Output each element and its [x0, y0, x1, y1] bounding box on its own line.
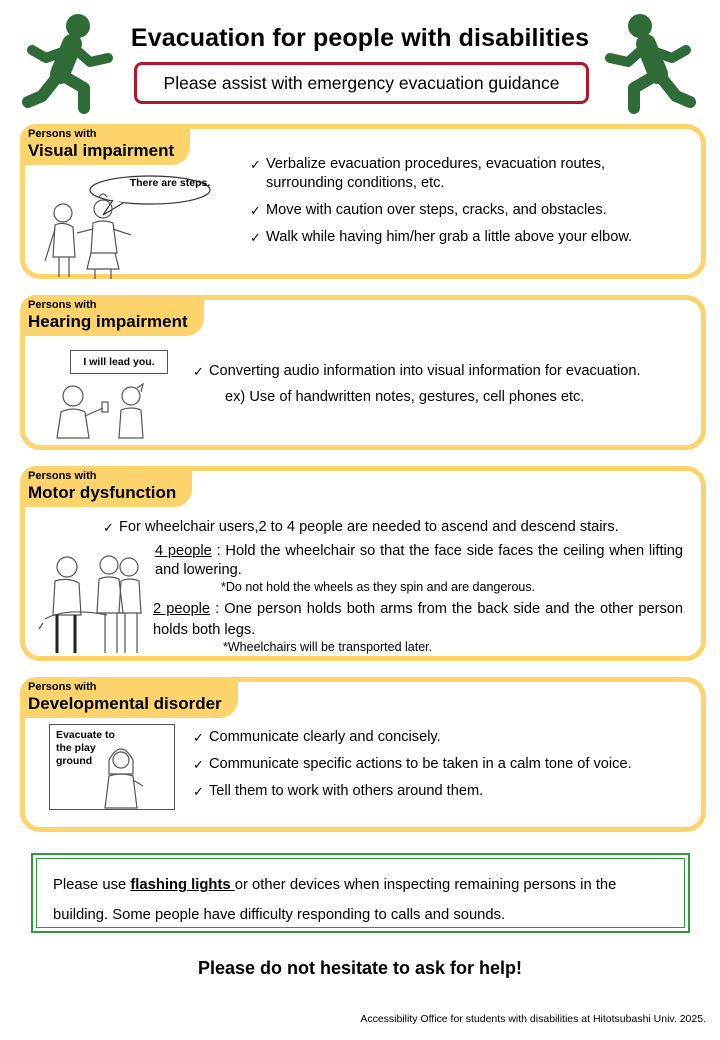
- sign-text: Evacuate to the play ground: [56, 729, 115, 767]
- four-people-instruction: [155, 542, 683, 580]
- hearing-guidance-list: [193, 362, 693, 389]
- section-heading: Visual impairment: [28, 141, 175, 160]
- wheelchair-lift-illustration: [37, 553, 152, 657]
- hearing-impairment-illustration: [47, 378, 177, 444]
- help-message: Please do not hesitate to ask for help!: [197, 958, 523, 978]
- list-item: ✓ Communicate clearly and concisely.: [193, 728, 693, 747]
- section-tag: [20, 124, 190, 165]
- notice-highlight: flashing lights: [130, 877, 235, 893]
- list-item: ✓ Walk while having him/her grab a little above your elbow.: [250, 228, 670, 247]
- list-item: ✓ Move with caution over steps, cracks, and obstacles.: [250, 201, 670, 220]
- section-heading: Hearing impairment: [28, 312, 188, 331]
- section-heading: Developmental disorder: [28, 694, 222, 713]
- inspection-notice: [31, 853, 690, 933]
- four-people-note: *Do not hold the wheels as they spin and are dangerous.: [221, 580, 536, 594]
- section-motor-dysfunction: [20, 466, 706, 661]
- list-item: ✓ Tell them to work with others around them.: [193, 782, 693, 801]
- section-heading: Motor dysfunction: [28, 483, 177, 502]
- section-tag: [20, 677, 238, 718]
- motor-guidance-list: [103, 518, 693, 545]
- section-tag-small: Persons with: [28, 681, 97, 693]
- developmental-guidance-list: [193, 728, 693, 809]
- section-tag: [20, 295, 204, 336]
- list-item: ✓ Communicate specific actions to be taken in a calm tone of voice.: [193, 755, 693, 774]
- section-tag-small: Persons with: [28, 128, 97, 140]
- page-title: Evacuation for people with disabilities: [130, 24, 590, 52]
- developmental-disorder-illustration: [91, 740, 151, 810]
- section-developmental-disorder: [20, 677, 706, 832]
- notice-before: Please use: [53, 877, 131, 893]
- credit-footer: Accessibility Office for students with disabilities at Hitotsubashi Univ. 2025.: [360, 1013, 706, 1025]
- section-tag-small: Persons with: [28, 299, 97, 311]
- four-people-text: : Hold the wheelchair so that the face side faces the ceiling when lifting and lowering.: [155, 543, 683, 578]
- two-people-instruction: [153, 599, 683, 641]
- list-item: ✓ Converting audio information into visual information for evacuation.: [193, 362, 693, 381]
- section-tag: [20, 466, 192, 507]
- section-visual-impairment: [20, 124, 706, 279]
- notice-after: or other devices when inspecting remaining persons in the building. Some people have difficulty responding to calls and sounds.: [53, 877, 617, 923]
- two-people-text: : One person holds both arms from the back side and the other person holds both legs.: [153, 601, 683, 638]
- section-hearing-impairment: [20, 295, 706, 450]
- list-item: ✓ For wheelchair users,2 to 4 people are needed to ascend and descend stairs.: [103, 518, 693, 537]
- speech-bubble: There are steps.: [129, 177, 211, 189]
- example-text: ex) Use of handwritten notes, gestures, cell phones etc.: [225, 389, 585, 405]
- visual-guidance-list: [250, 155, 670, 255]
- list-item: ✓ Verbalize evacuation procedures, evacuation routes, surrounding conditions, etc.: [250, 155, 670, 193]
- four-people-label: 4 people: [155, 543, 212, 559]
- section-tag-small: Persons with: [28, 470, 97, 482]
- sign-board: I will lead you.: [70, 350, 168, 374]
- two-people-note: *Wheelchairs will be transported later.: [223, 640, 433, 654]
- notice-text: [36, 858, 685, 928]
- subtitle-banner: Please assist with emergency evacuation guidance: [134, 62, 589, 104]
- two-people-label: 2 people: [153, 601, 211, 617]
